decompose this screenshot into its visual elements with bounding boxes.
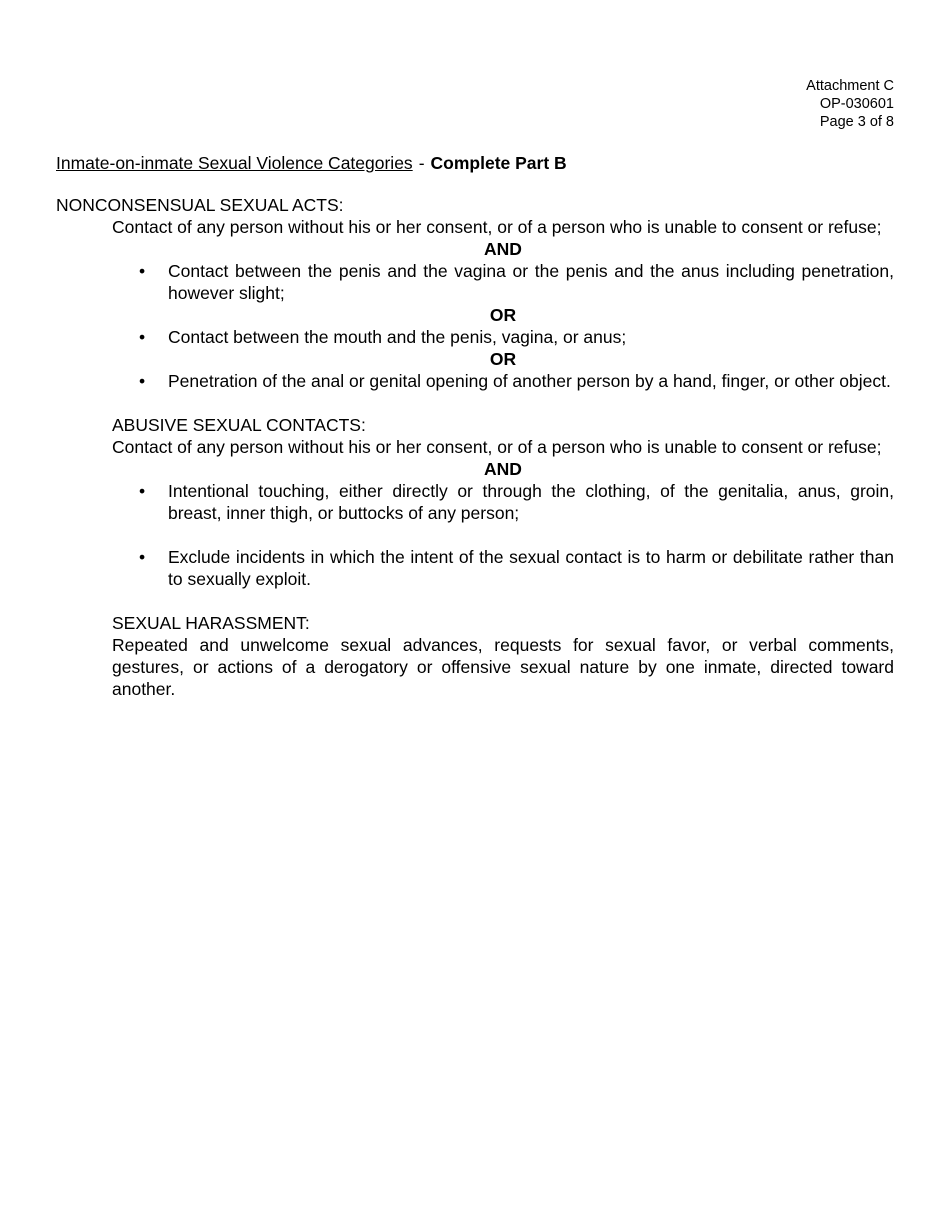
nonconsensual-list — [112, 326, 894, 348]
harassment-heading: SEXUAL HARASSMENT: — [112, 613, 310, 633]
abusive-and: AND — [484, 459, 522, 479]
list-item-text: Contact between the penis and the vagina or the penis and the anus including penetration, however slight; — [168, 261, 894, 303]
category-title: Inmate-on-inmate Sexual Violence Categories — [56, 153, 413, 173]
harassment-body: Repeated and unwelcome sexual advances, requests for sexual favor, or verbal comments, gestures, or actions of a derogatory or offensive sexual nature by one inmate, directed toward another. — [112, 635, 894, 699]
nonconsensual-or-1: OR — [489, 305, 517, 325]
list-item — [112, 326, 894, 348]
list-item-text: Exclude incidents in which the intent of the sexual contact is to harm or debilitate rather than to sexually exploit. — [168, 547, 894, 589]
page-number: Page 3 of 8 — [819, 114, 894, 130]
bullet-icon: • — [139, 327, 146, 347]
bullet-icon: • — [139, 261, 146, 281]
abusive-list — [112, 546, 894, 590]
list-item-text: Intentional touching, either directly or through the clothing, of the genitalia, anus, groin, breast, inner thigh, or buttocks of any person; — [168, 481, 894, 523]
nonconsensual-intro: Contact of any person without his or her consent, or of a person who is unable to consent or refuse; — [112, 217, 882, 237]
nonconsensual-or-2: OR — [489, 349, 517, 369]
nonconsensual-list — [112, 260, 894, 304]
list-item-text: Contact between the mouth and the penis, vagina, or anus; — [168, 327, 627, 347]
page-title — [56, 152, 567, 174]
op-number: OP-030601 — [819, 96, 894, 112]
title-separator: - — [418, 153, 425, 173]
abusive-heading: ABUSIVE SEXUAL CONTACTS: — [112, 415, 366, 435]
nonconsensual-heading: NONCONSENSUAL SEXUAL ACTS: — [56, 195, 344, 215]
bullet-icon: • — [139, 547, 146, 567]
bullet-icon: • — [139, 371, 146, 391]
attachment-label: Attachment C — [806, 78, 894, 94]
abusive-list — [112, 480, 894, 524]
list-item — [112, 546, 894, 590]
abusive-intro: Contact of any person without his or her consent, or of a person who is unable to consent or refuse; — [112, 437, 882, 457]
list-item — [112, 480, 894, 524]
list-item — [112, 260, 894, 304]
list-item — [112, 370, 894, 392]
instruction-label: Complete Part B — [430, 153, 567, 173]
document-body — [56, 194, 894, 700]
nonconsensual-list — [112, 370, 894, 392]
nonconsensual-and: AND — [484, 239, 522, 259]
document-header — [806, 77, 894, 131]
bullet-icon: • — [139, 481, 146, 501]
list-item-text: Penetration of the anal or genital opening of another person by a hand, finger, or other object. — [168, 371, 891, 391]
